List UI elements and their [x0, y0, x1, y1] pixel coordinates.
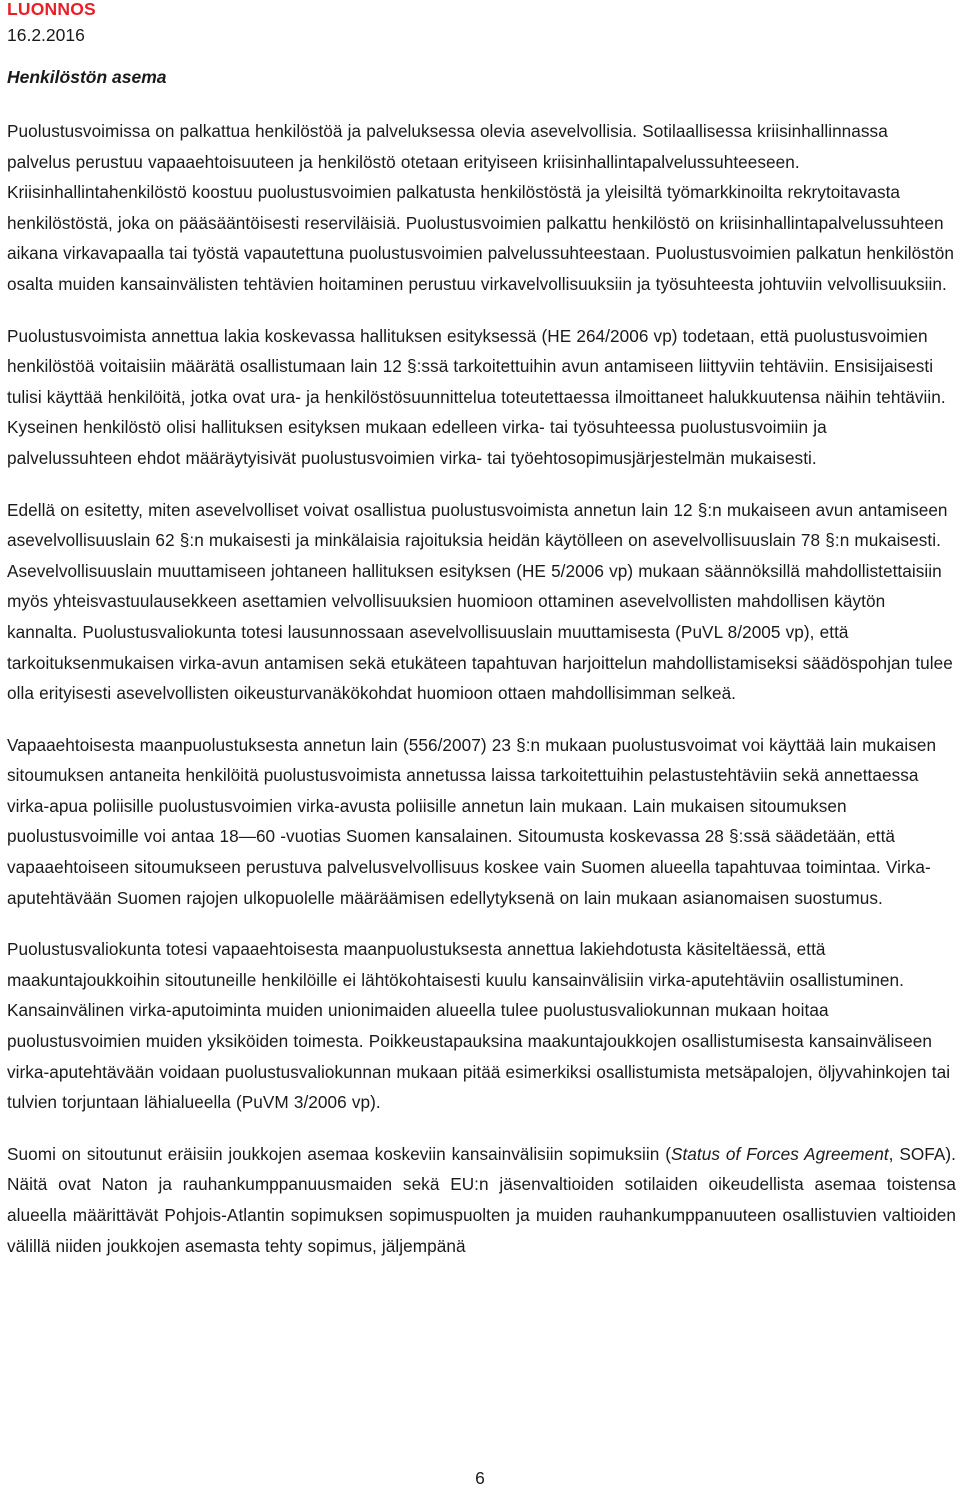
paragraph-4: Vapaaehtoisesta maanpuolustuksesta annetun lain (556/2007) 23 §:n mukaan puolustusvoimat voi käyttää lain mukaisen sitoumuksen antaneita henkilöitä puolustusvoimista annetussa laissa tarkoitettuihin pelastustehtäviin sekä annettaessa virka-apua poliisille puolustusvoimien virka-avusta poliisille annetun lain mukaan. Lain mukaisen sitoumuksen puolustusvoimille voi antaa 18—60 -vuotias Suomen kansalainen. Sitoumusta koskevassa 28 §:ssä säädetään, että vapaaehtoiseen sitoumukseen perustuva palvelusvelvollisuus koskee vain Suomen alueella tapahtuvaa toimintaa. Virka-aputehtävään Suomen rajojen ulkopuolelle määräämisen edellytyksenä on lain mukaan asianomaisen suostumus. [7, 734, 937, 908]
paragraph-3: Edellä on esitetty, miten asevelvolliset voivat osallistua puolustusvoimista annetun lain 12 §:n mukaiseen avun antamiseen asevelvollisuuslain 62 §:n mukaisesti ja minkälaisia rajoituksia heidän käytölleen on asevelvollisuuslain 78 §:n mukaisesti. Asevelvollisuuslain muuttamiseen johtaneen hallituksen esityksen (HE 5/2006 vp) mukaan säännöksillä mahdollistettaisiin myös yhteisvastuulausekkeen asettamien velvollisuuksien huomioon ottaminen asevelvollisten mahdollisen käytön kannalta. Puolustusvaliokunta totesi lausunnossaan asevelvollisuuslain muuttamisesta (PuVL 8/2005 vp), että tarkoituksenmukaisen virka-avun antamisen sekä etukäteen tapahtuvan harjoittelun mahdollistamiseksi säädöspohjan tulee olla erityisesti asevelvollisten oikeusturvanäkökohdat huomioon ottaen mahdollisimman selkeä. [7, 499, 953, 704]
document-date: 16.2.2016 [7, 25, 85, 45]
draft-label: LUONNOS [7, 0, 96, 19]
page-number: 6 [475, 1468, 485, 1488]
paragraph-6-italic-term: Status of Forces Agreement [670, 1143, 889, 1164]
paragraph-6-text-middle: , SOFA). Näitä ovat Naton ja rauhankumppanuusmaiden sekä EU:n jäsenvaltioiden sotilaiden oikeudellista asemaa toistensa alueella määrittävät Pohjois-Atlantin sopimuksen sopimuspuolten ja muiden rauhankumppanuuteen osallistuvien valtioiden välillä niiden joukkojen asemasta tehty sopimus, jäljempänä [7, 1143, 956, 1256]
body-text [7, 116, 956, 1282]
paragraph-2: Puolustusvoimista annettua lakia koskevassa hallituksen esityksessä (HE 264/2006 vp) todetaan, että puolustusvoimien henkilöstöä voitaisiin määrätä osallistumaan lain 12 §:ssä tarkoitettuihin avun antamiseen liittyviin tehtäviin. Ensisijaisesti tulisi käyttää henkilöitä, jotka ovat ura- ja henkilöstösuunnittelua toteutettaessa ilmoittaneet halukkuutensa näihin tehtäviin. Kyseinen henkilöstö olisi hallituksen esityksen mukaan edelleen virka- tai työsuhteessa puolustusvoimiin ja palvelussuhteen ehdot määräytyisivät puolustusvoimien virka- tai työehtosopimusjärjestelmän mukaisesti. [7, 325, 946, 468]
paragraph-6-text-before: Suomi on sitoutunut eräisiin joukkojen asemaa koskeviin kansainvälisiin sopimuksiin ( [7, 1143, 671, 1164]
paragraph-5: Puolustusvaliokunta totesi vapaaehtoisesta maanpuolustuksesta annettua lakiehdotusta käsiteltäessä, että maakuntajoukkoihin sitoutuneille henkilöille ei lähtökohtaisesti kuulu kansainvälisiin virka-aputehtäviin osallistuminen. Kansainvälinen virka-aputoiminta muiden unionimaiden alueella tulee puolustusvaliokunnan mukaan hoitaa puolustusvoimien muiden yksiköiden toimesta. Poikkeustapauksina maakuntajoukkojen osallistumisesta kansainväliseen virka-aputehtävään voidaan puolustusvaliokunnan mukaan pitää esimerkiksi osallistumista metsäpalojen, öljyvahinkojen tai tulvien torjuntaan lähialueella (PuVM 3/2006 vp). [7, 939, 951, 1113]
paragraph-6 [7, 1139, 956, 1261]
paragraph-1: Puolustusvoimissa on palkattua henkilöstöä ja palveluksessa olevia asevelvollisia. Sotilaallisessa kriisinhallinnassa palvelus perustuu vapaaehtoisuuteen ja henkilöstö otetaan erityiseen kriisinhallintapalvelussuhteeseen. Kriisinhallintahenkilöstö koostuu puolustusvoimien palkatusta henkilöstöstä ja yleisiltä työmarkkinoilta rekrytoitavasta henkilöstöstä, joka on pääsääntöisesti reserviläisiä. Puolustusvoimien palkattu henkilöstö on kriisinhallintapalvelussuhteen aikana virkavapaalla tai työstä vapautettuna puolustusvoimien palvelussuhteestaan. Puolustusvoimien palkatun henkilöstön osalta muiden kansainvälisten tehtävien hoitaminen perustuu virkavelvollisuuksiin ja työsuhteesta johtuviin velvollisuuksiin. [7, 121, 954, 294]
section-title: Henkilöstön asema [7, 67, 167, 87]
